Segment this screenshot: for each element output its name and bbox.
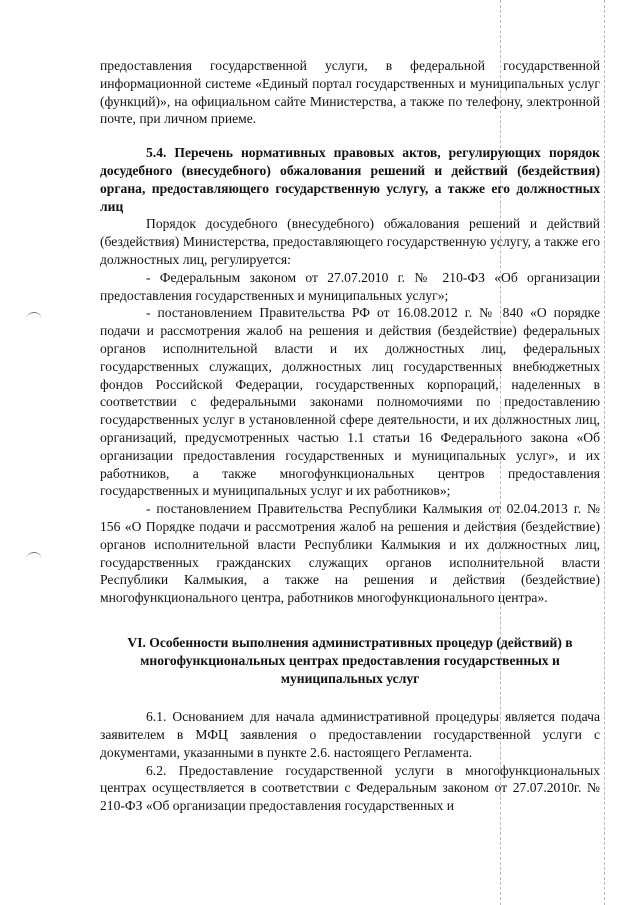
paragraph-6-1: 6.1. Основанием для начала административной процедуры является подача заявителем в МФЦ заявления о предоставлении государственной услуги с документами, указанными в пункте 2.6. настоящего Регламента. <box>100 709 600 760</box>
list-item: - Федеральным законом от 27.07.2010 г. № 210-ФЗ «Об организации предоставления государственных и муниципальных услуг»; <box>100 269 600 303</box>
document-body <box>100 57 600 815</box>
chapter-6-title: VI. Особенности выполнения административных процедур (действий) в многофункциональных центрах предоставления государственных и муниципальных услуг <box>127 634 573 686</box>
list-item: - постановлением Правительства Республики Калмыкия от 02.04.2013 г. № 156 «О Порядке подачи и рассмотрения жалоб на решения и действия (бездействие) органов исполнительной власти Республики Калмыкия и их должностных лиц, государственных гражданских служащих органов исполнительной власти Республики Калмыкия, а также на решения и действия (бездействие) многофункционального центра, работников многофункционального центра». <box>100 501 600 606</box>
list-item: - постановлением Правительства РФ от 16.08.2012 г. № 840 «О порядке подачи и рассмотрения жалоб на решения и действия (бездействие) федеральных органов исполнительной власти и их должностных лиц, федеральных государственных служащих, должностных лиц государственных внебюджетных фондов Российской Федерации, государственных корпораций, наделенных в соответствии с федеральными законами полномочиями по предоставлению государственных услуг в установленной сфере деятельности, и их должностных лиц, организаций, предусмотренных частью 1.1 статьи 16 Федерального закона «Об организации предоставления государственных и муниципальных услуг», и их работников, а также многофункциональных центров предоставления государственных и муниципальных услуг и их работников»; <box>100 305 600 499</box>
section-5-4-lead: Порядок досудебного (внесудебного) обжалования решений и действий (бездействия) Министерства, предоставляющего государственную услугу, а также его должностных лиц, регулируется: <box>100 216 600 267</box>
intro-paragraph: предоставления государственной услуги, в федеральной государственной информационной системе «Единый портал государственных и муниципальных услуг (функций)», на официальном сайте Министерства, а также по телефону, электронной почте, при личном приеме. <box>100 58 600 127</box>
paragraph-6-2: 6.2. Предоставление государственной услуги в многофункциональных центрах осуществляется в соответствии с Федеральным законом от 27.07.2010г. № 210-ФЗ «Об организации предоставления государственных и <box>100 762 600 814</box>
section-5-4-title: 5.4. Перечень нормативных правовых актов, регулирующих порядок досудебного (внесудебного) обжалования решений и действий (бездействия) органа, предоставляющего государственную услугу, а также его должностных лиц <box>100 145 600 214</box>
scan-fold-line-right <box>604 0 605 905</box>
scan-hole-mark <box>26 312 42 321</box>
scan-hole-mark <box>26 552 42 561</box>
